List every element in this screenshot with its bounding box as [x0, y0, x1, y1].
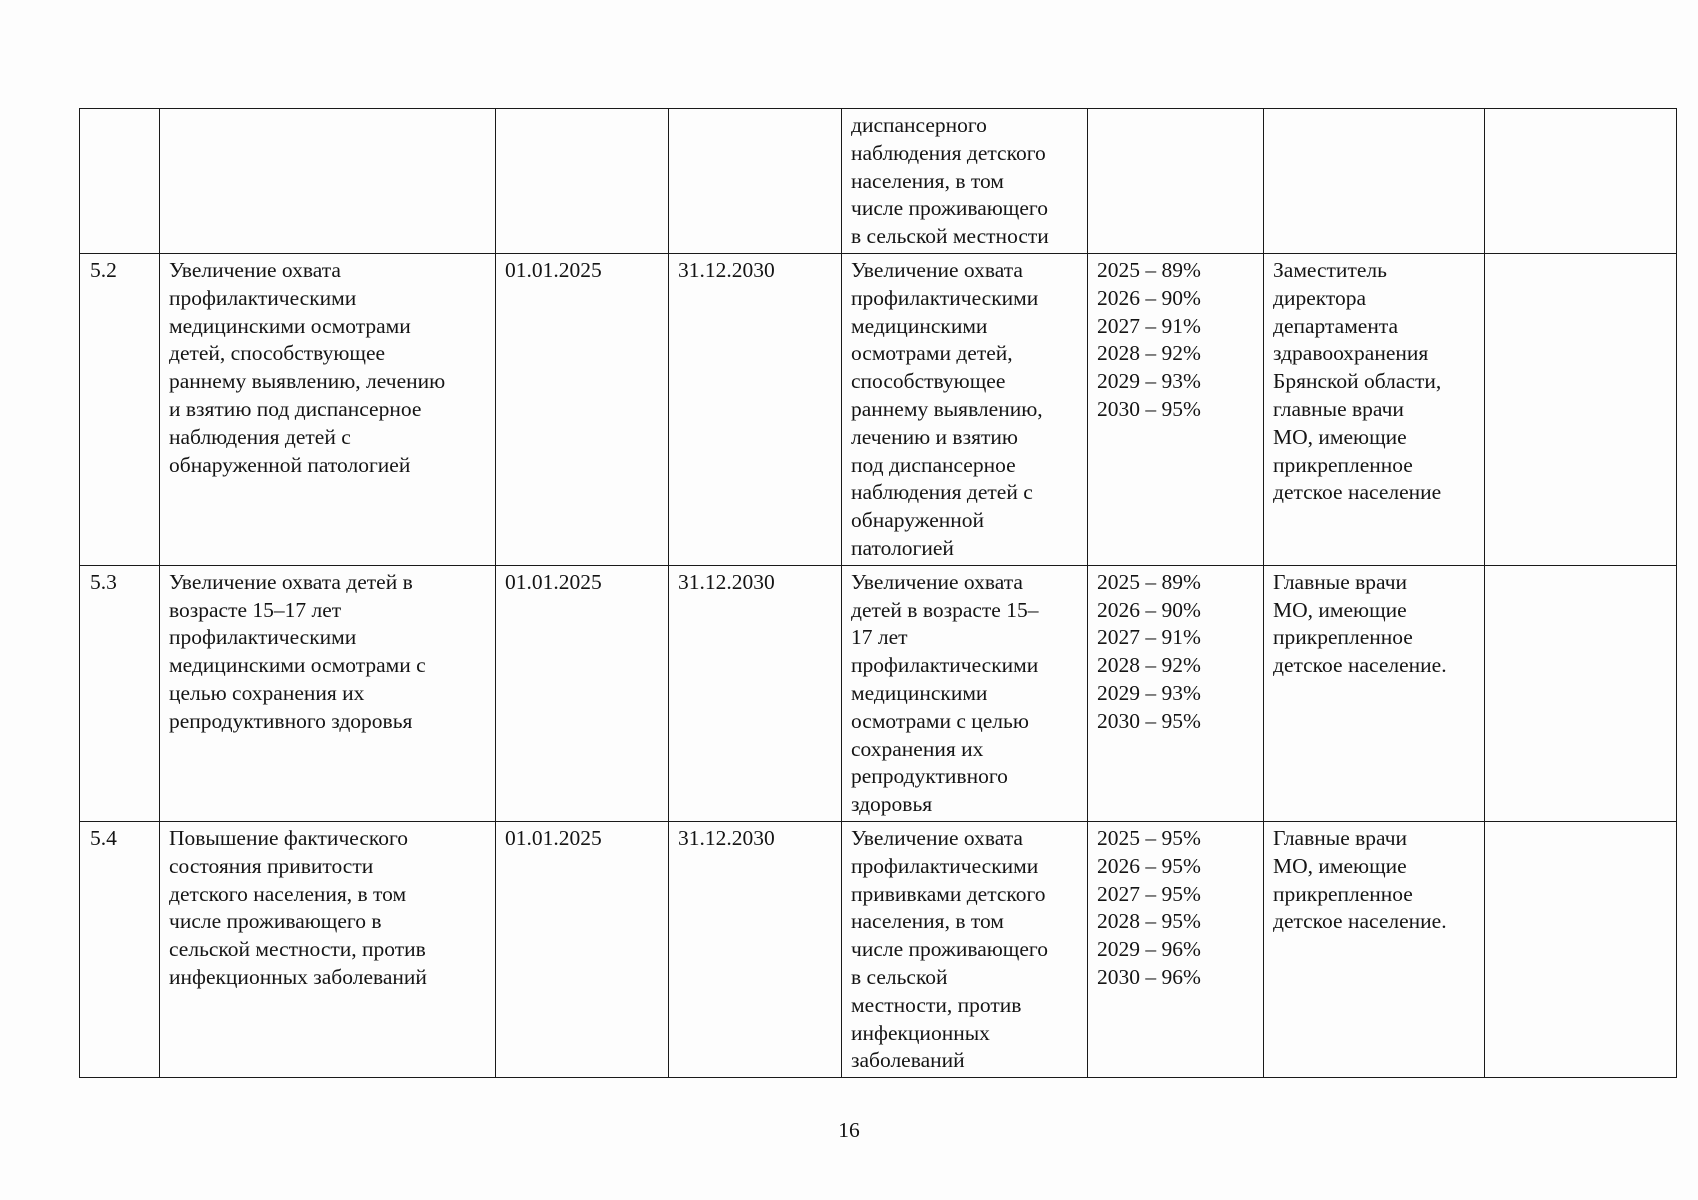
target-value: 2029 – 93% [1097, 369, 1201, 394]
text-line: и взятию под диспансерное [169, 396, 422, 421]
text-line: Увеличение охвата [851, 569, 1023, 594]
text-line: Увеличение охвата [851, 257, 1023, 282]
row-number-cell [80, 109, 160, 254]
text-line: детей, способствующее [169, 341, 386, 366]
text-line: обнаруженной патологией [169, 452, 411, 477]
row-number: 5.2 [90, 257, 117, 282]
target-value: 2028 – 92% [1097, 653, 1201, 678]
text-line: населения, в том [851, 909, 1004, 934]
text-line: Брянской области, [1273, 369, 1442, 394]
start-date-cell [496, 565, 669, 821]
end-date-cell [669, 565, 842, 821]
target-value: 2029 – 96% [1097, 937, 1201, 962]
expected-result-cell [842, 253, 1088, 565]
text-line: состояния привитости [169, 853, 374, 878]
target-value: 2026 – 90% [1097, 285, 1201, 310]
text-line: Увеличение охвата [851, 825, 1023, 850]
responsible-cell [1264, 253, 1485, 565]
text-line: прикрепленное [1273, 625, 1413, 650]
table-row [80, 109, 1677, 254]
text-line: детское население [1273, 480, 1442, 505]
text-line: детей в возрасте 15– [851, 597, 1039, 622]
text-line: 17 лет [851, 625, 908, 650]
text-line: профилактическими [169, 285, 357, 310]
measure-name-cell [160, 821, 496, 1077]
table-row [80, 253, 1677, 565]
start-date-cell [496, 253, 669, 565]
text-line: МО, имеющие [1273, 853, 1407, 878]
start-date-cell [496, 109, 669, 254]
text-line: детское население. [1273, 653, 1447, 678]
text-line: Главные врачи [1273, 825, 1408, 850]
measures-table [79, 108, 1677, 1078]
text-line: наблюдения детского [851, 140, 1046, 165]
row-number: 5.3 [90, 569, 117, 594]
target-value: 2028 – 95% [1097, 909, 1201, 934]
text-line: осмотрами с целью [851, 708, 1029, 733]
text-line: МО, имеющие [1273, 597, 1407, 622]
text-line: Главные врачи [1273, 569, 1408, 594]
target-values-cell [1088, 821, 1264, 1077]
text-line: в сельской [851, 964, 948, 989]
text-line: прикрепленное [1273, 881, 1413, 906]
text-line: числе проживающего в [169, 909, 382, 934]
text-line: прививками детского [851, 881, 1046, 906]
target-value: 2026 – 90% [1097, 597, 1201, 622]
text-line: населения, в том [851, 168, 1004, 193]
text-line: лечению и взятию [851, 424, 1018, 449]
end-date-cell [669, 109, 842, 254]
text-line: числе проживающего [851, 196, 1048, 221]
expected-result-cell [842, 821, 1088, 1077]
text-line: директора [1273, 285, 1367, 310]
table-row [80, 821, 1677, 1077]
text-line: Увеличение охвата детей в [169, 569, 413, 594]
text-line: медицинскими [851, 680, 988, 705]
text-line: МО, имеющие [1273, 424, 1407, 449]
target-value: 2027 – 91% [1097, 313, 1201, 338]
text-line: профилактическими [851, 853, 1039, 878]
text-line: сохранения их [851, 736, 984, 761]
text-line: способствующее [851, 369, 1006, 394]
text-line: сельской местности, против [169, 937, 426, 962]
measure-name-cell [160, 253, 496, 565]
target-value: 2025 – 89% [1097, 257, 1201, 282]
measure-name-cell [160, 565, 496, 821]
responsible-cell [1264, 109, 1485, 254]
responsible-cell [1264, 565, 1485, 821]
row-number-cell [80, 565, 160, 821]
text-line: медицинскими [851, 313, 988, 338]
text-line: здоровья [851, 792, 933, 817]
table-row [80, 565, 1677, 821]
note-cell [1485, 109, 1677, 254]
expected-result-cell [842, 109, 1088, 254]
text-line: осмотрами детей, [851, 341, 1013, 366]
target-value: 2025 – 89% [1097, 569, 1201, 594]
text-line: обнаруженной [851, 508, 985, 533]
note-cell [1485, 253, 1677, 565]
text-line: диспансерного [851, 113, 987, 137]
text-line: главные врачи [1273, 396, 1404, 421]
note-cell [1485, 821, 1677, 1077]
text-line: инфекционных [851, 1020, 990, 1045]
responsible-cell [1264, 821, 1485, 1077]
target-values-cell [1088, 565, 1264, 821]
target-value: 2029 – 93% [1097, 680, 1201, 705]
text-line: профилактическими [169, 625, 357, 650]
target-values-cell [1088, 109, 1264, 254]
start-date: 01.01.2025 [505, 569, 602, 594]
text-line: детское население. [1273, 909, 1447, 934]
text-line: медицинскими осмотрами с [169, 653, 426, 678]
text-line: числе проживающего [851, 937, 1048, 962]
note-cell [1485, 565, 1677, 821]
text-line: возрасте 15–17 лет [169, 597, 342, 622]
row-number-cell [80, 253, 160, 565]
end-date-cell [669, 253, 842, 565]
text-line: местности, против [851, 992, 1022, 1017]
text-line: прикрепленное [1273, 452, 1413, 477]
target-value: 2027 – 95% [1097, 881, 1201, 906]
end-date: 31.12.2030 [678, 825, 775, 850]
target-value: 2030 – 95% [1097, 708, 1201, 733]
text-line: профилактическими [851, 285, 1039, 310]
target-values-cell [1088, 253, 1264, 565]
text-line: под диспансерное [851, 452, 1016, 477]
end-date: 31.12.2030 [678, 569, 775, 594]
text-line: медицинскими осмотрами [169, 313, 411, 338]
text-line: наблюдения детей с [169, 424, 351, 449]
measure-name-cell [160, 109, 496, 254]
text-line: профилактическими [851, 653, 1039, 678]
row-number-cell [80, 821, 160, 1077]
text-line: целью сохранения их [169, 680, 365, 705]
end-date-cell [669, 821, 842, 1077]
start-date: 01.01.2025 [505, 257, 602, 282]
end-date: 31.12.2030 [678, 257, 775, 282]
text-line: патологией [851, 535, 954, 560]
target-value: 2025 – 95% [1097, 825, 1201, 850]
text-line: департамента [1273, 313, 1399, 338]
text-line: здравоохранения [1273, 341, 1429, 366]
row-number: 5.4 [90, 825, 117, 850]
text-line: Повышение фактического [169, 825, 409, 850]
text-line: заболеваний [851, 1048, 965, 1073]
text-line: в сельской местности [851, 224, 1049, 249]
text-line: инфекционных заболеваний [169, 964, 427, 989]
text-line: наблюдения детей с [851, 480, 1033, 505]
target-value: 2030 – 95% [1097, 396, 1201, 421]
target-value: 2028 – 92% [1097, 341, 1201, 366]
target-value: 2030 – 96% [1097, 964, 1201, 989]
text-line: Заместитель [1273, 257, 1387, 282]
text-line: Увеличение охвата [169, 257, 341, 282]
text-line: раннему выявлению, [851, 396, 1043, 421]
text-line: репродуктивного [851, 764, 1008, 789]
text-line: репродуктивного здоровья [169, 708, 413, 733]
target-value: 2026 – 95% [1097, 853, 1201, 878]
page-number: 16 [838, 1118, 860, 1142]
start-date: 01.01.2025 [505, 825, 602, 850]
expected-result-cell [842, 565, 1088, 821]
text-line: раннему выявлению, лечению [169, 369, 446, 394]
text-line: детского населения, в том [169, 881, 407, 906]
target-value: 2027 – 91% [1097, 625, 1201, 650]
start-date-cell [496, 821, 669, 1077]
